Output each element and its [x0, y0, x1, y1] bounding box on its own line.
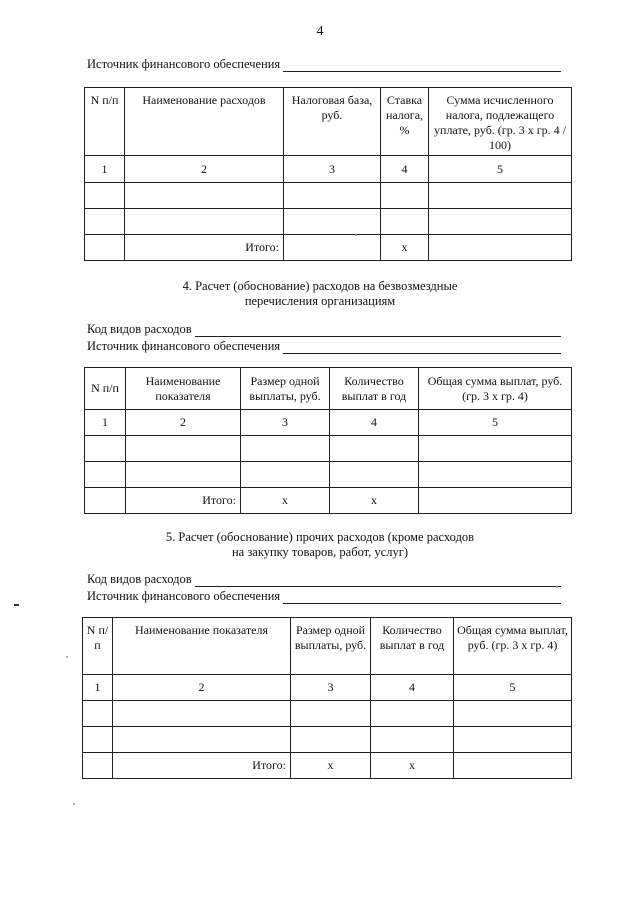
total-x-mark: х	[291, 753, 371, 779]
table-cell[interactable]	[381, 209, 429, 235]
table-cell[interactable]	[429, 209, 572, 235]
header-cell: Наименование показателя	[113, 618, 291, 675]
source-label: Источник финансового обеспечения	[87, 589, 281, 603]
source-blank-line[interactable]	[283, 591, 561, 604]
header-cell: Ставка налога, %	[381, 88, 429, 156]
header-cell: Сумма исчисленного налога, подлежащего уплате, руб. (гр. 3 х гр. 4 / 100)	[429, 88, 572, 156]
total-row	[85, 235, 572, 261]
header-cell: Размер одной выплаты, руб.	[291, 618, 371, 675]
table-cell[interactable]	[291, 727, 371, 753]
table-header-row	[85, 368, 572, 410]
total-sum-cell[interactable]	[419, 488, 572, 514]
table-cell[interactable]	[284, 183, 381, 209]
table-cell[interactable]	[454, 701, 572, 727]
column-number-row	[83, 675, 572, 701]
table-cell[interactable]	[330, 436, 419, 462]
table-header-row	[83, 618, 572, 675]
total-tax-base-cell[interactable]	[284, 235, 381, 261]
page-number: 4	[316, 24, 324, 39]
section-4-title-line2: перечисления организациям	[244, 294, 396, 308]
column-number: 4	[330, 410, 419, 436]
tax-calculation-table	[84, 87, 572, 261]
table-cell[interactable]	[85, 183, 125, 209]
column-number: 4	[381, 156, 429, 183]
total-x-mark: х	[381, 235, 429, 261]
source-field-s4[interactable]	[87, 338, 561, 354]
table-cell[interactable]	[291, 701, 371, 727]
total-x-mark: х	[330, 488, 419, 514]
code-blank-line[interactable]	[195, 574, 561, 587]
header-cell: N п/п	[83, 618, 113, 675]
section-4-title-line1: 4. Расчет (обоснование) расходов на безвозмездные	[182, 279, 458, 293]
column-number: 5	[429, 156, 572, 183]
total-label: Итого:	[113, 753, 291, 779]
column-number-row	[85, 156, 572, 183]
table-cell[interactable]	[241, 462, 330, 488]
table-cell[interactable]	[330, 462, 419, 488]
table-cell[interactable]	[113, 727, 291, 753]
table-cell[interactable]	[83, 701, 113, 727]
table-row	[85, 462, 572, 488]
table-cell	[85, 488, 126, 514]
table-cell[interactable]	[371, 701, 454, 727]
column-number: 5	[454, 675, 572, 701]
total-x-mark: х	[241, 488, 330, 514]
scan-speck	[66, 656, 68, 658]
total-row	[83, 753, 572, 779]
column-number: 4	[371, 675, 454, 701]
gratuitous-transfers-table	[84, 367, 572, 514]
total-row	[85, 488, 572, 514]
column-number: 2	[113, 675, 291, 701]
total-x-mark: х	[371, 753, 454, 779]
table-cell[interactable]	[83, 727, 113, 753]
table-cell	[83, 753, 113, 779]
table-cell[interactable]	[284, 209, 381, 235]
code-field-s5[interactable]	[87, 571, 561, 587]
table-cell[interactable]	[126, 462, 241, 488]
column-number: 2	[125, 156, 284, 183]
total-label: Итого:	[125, 235, 284, 261]
header-cell: Наименование показателя	[126, 368, 241, 410]
table-cell[interactable]	[419, 462, 572, 488]
column-number: 1	[85, 156, 125, 183]
table-cell[interactable]	[85, 436, 126, 462]
column-number: 2	[126, 410, 241, 436]
table-row	[83, 701, 572, 727]
table-cell[interactable]	[241, 436, 330, 462]
column-number-row	[85, 410, 572, 436]
header-cell: Наименование расходов	[125, 88, 284, 156]
header-cell: Количество выплат в год	[371, 618, 454, 675]
scan-speck	[355, 234, 357, 236]
column-number: 1	[83, 675, 113, 701]
header-cell: Налоговая база, руб.	[284, 88, 381, 156]
table-cell[interactable]	[113, 701, 291, 727]
table-header-row	[85, 88, 572, 156]
table-row	[83, 727, 572, 753]
code-field-s4[interactable]	[87, 321, 561, 337]
table-row	[85, 183, 572, 209]
table-cell[interactable]	[381, 183, 429, 209]
source-blank-line[interactable]	[283, 59, 561, 72]
table-cell[interactable]	[419, 436, 572, 462]
header-cell: Размер одной выплаты, руб.	[241, 368, 330, 410]
scan-speck	[73, 803, 75, 805]
total-sum-cell[interactable]	[454, 753, 572, 779]
total-label: Итого:	[126, 488, 241, 514]
code-blank-line[interactable]	[195, 324, 561, 337]
code-label: Код видов расходов	[87, 572, 192, 586]
header-cell: N п/п	[85, 368, 126, 410]
column-number: 5	[419, 410, 572, 436]
scan-speck	[556, 586, 558, 588]
section-5-title-line1: 5. Расчет (обоснование) прочих расходов (кроме расходов	[165, 530, 475, 544]
header-cell: Общая сумма выплат, руб. (гр. 3 х гр. 4)	[454, 618, 572, 675]
total-tax-sum-cell[interactable]	[429, 235, 572, 261]
table-row	[85, 209, 572, 235]
table-cell[interactable]	[125, 183, 284, 209]
source-label: Источник финансового обеспечения	[87, 57, 281, 71]
table-cell[interactable]	[429, 183, 572, 209]
table-cell[interactable]	[85, 462, 126, 488]
column-number: 3	[284, 156, 381, 183]
source-field-s5[interactable]	[87, 588, 561, 604]
header-cell: N п/п	[85, 88, 125, 156]
section-5-title-line2: на закупку товаров, работ, услуг)	[231, 545, 409, 559]
table-cell[interactable]	[85, 209, 125, 235]
column-number: 3	[241, 410, 330, 436]
header-cell: Общая сумма выплат, руб. (гр. 3 х гр. 4)	[419, 368, 572, 410]
source-field-s3[interactable]	[87, 56, 561, 72]
source-blank-line[interactable]	[283, 341, 561, 354]
table-cell[interactable]	[125, 209, 284, 235]
header-cell: Количество выплат в год	[330, 368, 419, 410]
table-cell[interactable]	[126, 436, 241, 462]
scan-mark	[14, 604, 19, 606]
column-number: 3	[291, 675, 371, 701]
table-cell	[85, 235, 125, 261]
table-row	[85, 436, 572, 462]
table-cell[interactable]	[371, 727, 454, 753]
column-number: 1	[85, 410, 126, 436]
code-label: Код видов расходов	[87, 322, 192, 336]
source-label: Источник финансового обеспечения	[87, 339, 281, 353]
table-cell[interactable]	[454, 727, 572, 753]
other-expenses-table	[82, 617, 572, 779]
